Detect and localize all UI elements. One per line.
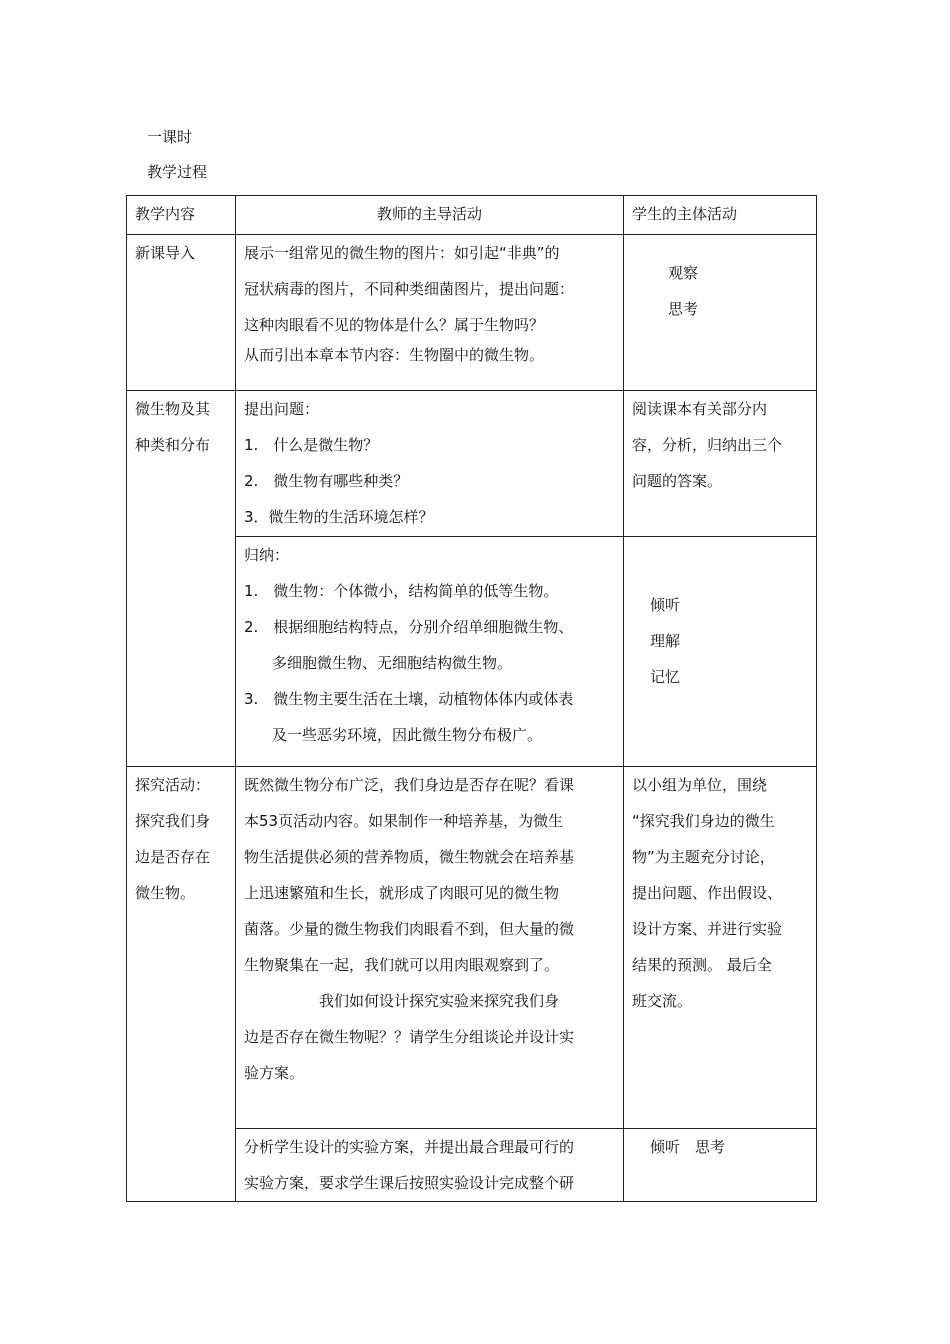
text-line: 容，分析，归纳出三个 [632, 436, 783, 454]
table-row [127, 767, 817, 1129]
process-heading: 教学过程 [147, 163, 208, 181]
text-line: 问题的答案。 [632, 472, 723, 490]
text-line: 2. 根据细胞结构特点，分别介绍单细胞微生物、 [244, 618, 574, 636]
section2-part2-teacher [236, 537, 624, 767]
text-line: 1. 什么是微生物？ [244, 436, 379, 454]
text-line: 班交流。 [632, 992, 693, 1010]
text-line: 上迅速繁殖和生长，就形成了肉眼可见的微生物 [244, 884, 560, 902]
table-header-row [127, 196, 817, 235]
section3-part2-teacher [236, 1129, 624, 1202]
table-row [127, 235, 817, 391]
section2-part1-student [624, 391, 817, 537]
section2-part2-student [624, 537, 817, 767]
text-line: 提出问题： [244, 400, 320, 418]
lesson-table [126, 195, 817, 1202]
text-line: 归纳： [244, 546, 290, 564]
header-teacher: 教师的主导活动 [236, 196, 624, 235]
text-line: 物”为主题充分讨论， [632, 848, 775, 866]
text-line: 以小组为单位，围绕 [632, 776, 768, 794]
text-line: 我们如何设计探究实验来探究我们身 [244, 992, 560, 1010]
section2-content [127, 391, 236, 767]
text-line: 设计方案、并进行实验 [632, 920, 783, 938]
text-line: 探究我们身 [135, 812, 211, 830]
section3-part1-teacher [236, 767, 624, 1129]
header-content: 教学内容 [127, 196, 236, 235]
text-line: 边是否存在 [135, 848, 211, 866]
text-line: 倾听 思考 [650, 1138, 726, 1156]
text-line: 种类和分布 [135, 436, 211, 454]
header-student: 学生的主体活动 [624, 196, 817, 235]
text-line: 微生物及其 [135, 400, 211, 418]
text-line: “探究我们身边的微生 [632, 812, 775, 830]
text-line: 倾听 [650, 596, 681, 614]
section1-teacher [236, 235, 624, 391]
text-line: 验方案。 [244, 1064, 305, 1082]
text-line: 1. 微生物：个体微小，结构简单的低等生物。 [244, 582, 559, 600]
text-line: 3．微生物的生活环境怎样？ [244, 508, 434, 526]
text-line: 多细胞微生物、无细胞结构微生物。 [272, 654, 513, 672]
section3-content [127, 767, 236, 1202]
text-line: 菌落。少量的微生物我们肉眼看不到，但大量的微 [244, 920, 575, 938]
section3-part2-student [624, 1129, 817, 1202]
section1-content: 新课导入 [127, 235, 236, 391]
text-line: 微生物。 [135, 884, 196, 902]
text-line: 2. 微生物有哪些种类？ [244, 472, 409, 490]
text-line: 实验方案，要求学生课后按照实验设计完成整个研 [244, 1174, 575, 1192]
text-line: 本53页活动内容。如果制作一种培养基，为微生 [244, 812, 564, 830]
text-line: 边是否存在微生物呢？？请学生分组谈论并设计实 [244, 1028, 575, 1046]
text-line: 物生活提供必须的营养物质，微生物就会在培养基 [244, 848, 575, 866]
text-line: 既然微生物分布广泛，我们身边是否存在呢？看课 [244, 776, 575, 794]
table-row [127, 391, 817, 537]
text-line: 理解 [650, 632, 681, 650]
text-line: 生物聚集在一起，我们就可以用肉眼观察到了。 [244, 956, 560, 974]
section1-student [624, 235, 817, 391]
text-line: 结果的预测。 最后全 [632, 956, 772, 974]
text-line: 这种肉眼看不见的物体是什么？属于生物吗？ [244, 316, 545, 334]
text-line: 从而引出本章本节内容：生物圈中的微生物。 [244, 346, 545, 364]
text-line: 思考 [668, 300, 699, 318]
text-line: 提出问题、作出假设、 [632, 884, 783, 902]
text-line: 阅读课本有关部分内 [632, 400, 768, 418]
text-line: 分析学生设计的实验方案，并提出最合理最可行的 [244, 1138, 575, 1156]
section3-part1-student [624, 767, 817, 1129]
text-line: 观察 [668, 264, 699, 282]
section2-part1-teacher [236, 391, 624, 537]
text-line: 探究活动： [135, 776, 211, 794]
text-line: 3. 微生物主要生活在土壤，动植物体体内或体表 [244, 690, 574, 708]
period-heading: 一课时 [147, 128, 193, 146]
text-line: 展示一组常见的微生物的图片：如引起“非典”的 [244, 244, 560, 262]
text-line: 及一些恶劣环境，因此微生物分布极广。 [272, 726, 543, 744]
text-line: 冠状病毒的图片，不同种类细菌图片，提出问题： [244, 280, 575, 298]
text-line: 记忆 [650, 668, 681, 686]
